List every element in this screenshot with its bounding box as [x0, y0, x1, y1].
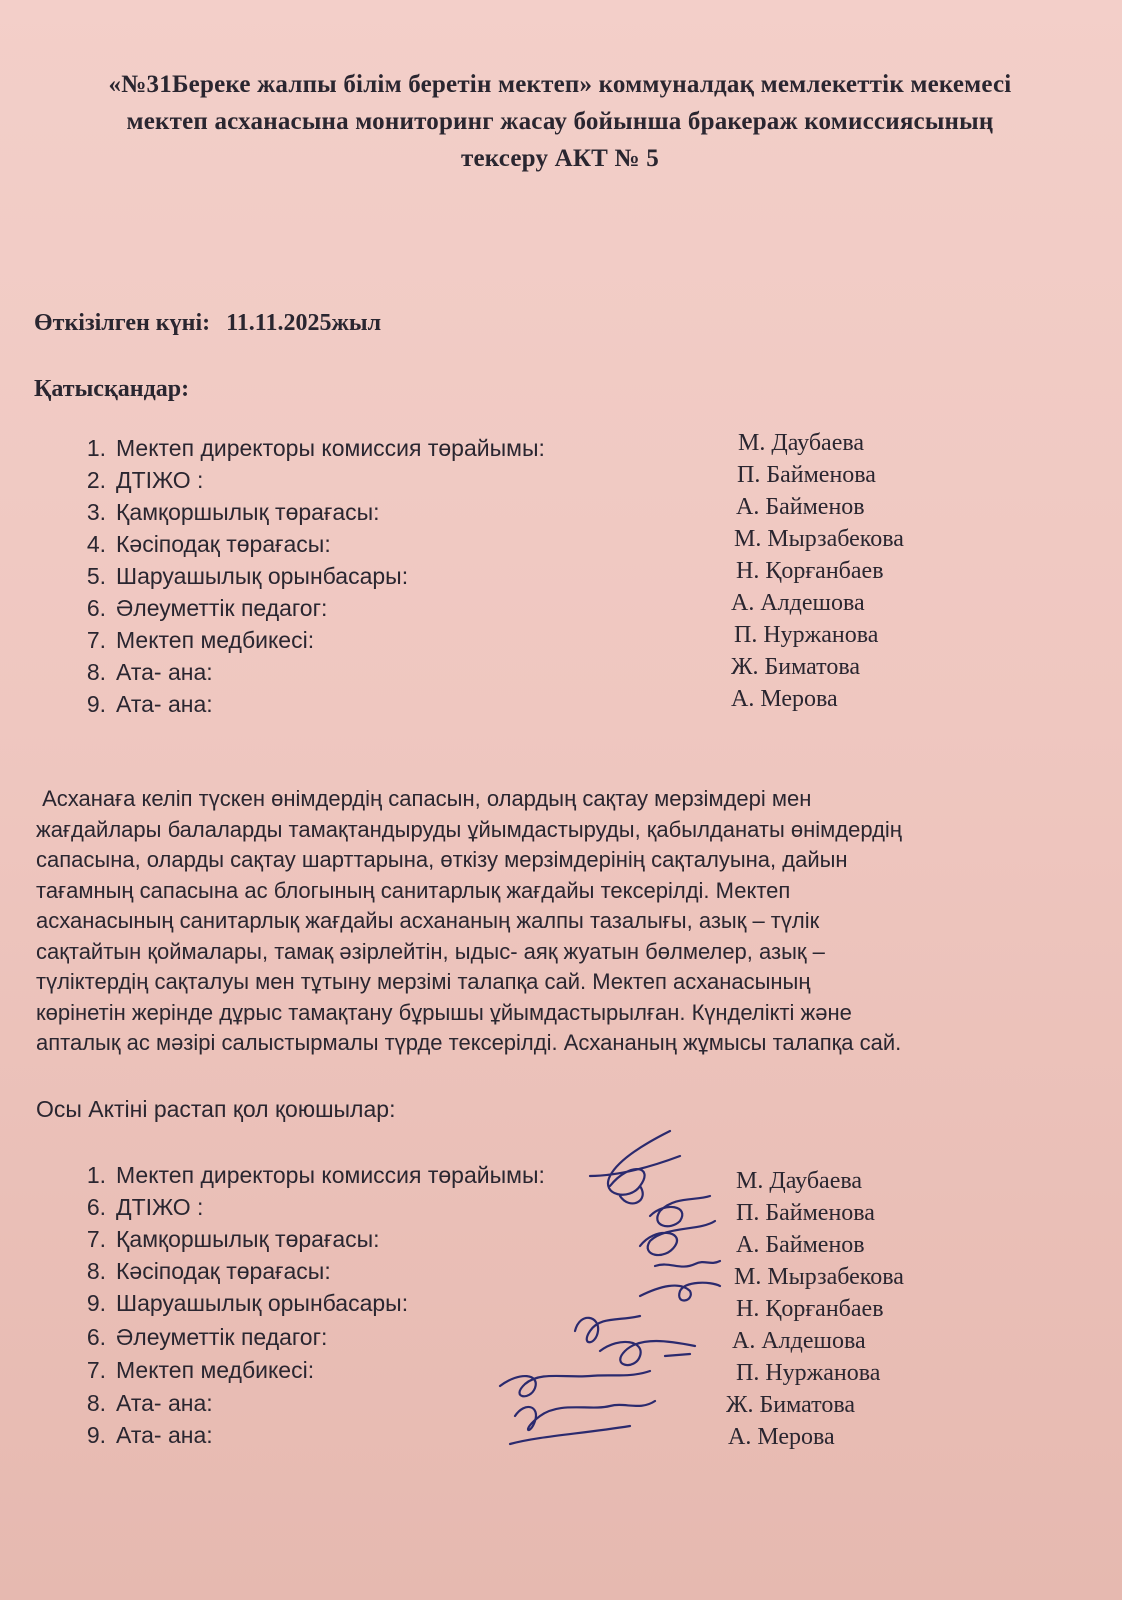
title-line-1: «№31Береке жалпы білім беретін мектеп» коммуналдақ мемлекеттік мекемесі: [108, 71, 1012, 98]
participant-role: Кәсіподақ төрағасы:: [116, 531, 331, 557]
signer-name: М. Даубаева: [736, 1168, 863, 1194]
signer-role-row: [66, 1322, 327, 1352]
signer-role: Шаруашылық орынбасары:: [116, 1290, 409, 1316]
body-line: апталық ас мәзірі салыстырмалы түрде тексерілді. Асхананың жұмысы талапқа сай.: [36, 1030, 902, 1055]
participant-role-row: [66, 657, 213, 687]
signer-role: Ата- ана:: [116, 1390, 213, 1416]
list-number: 6.: [86, 1194, 106, 1220]
confirm-heading: Осы Актіні растап қол қоюшылар:: [36, 1096, 396, 1122]
participant-role: Әлеуметтік педагог:: [116, 595, 328, 621]
signer-role: Ата- ана:: [116, 1422, 213, 1448]
participant-role: Ата- ана:: [116, 691, 213, 717]
signer-role: Әлеуметтік педагог:: [116, 1324, 328, 1350]
participant-role-row: [66, 529, 331, 559]
signer-role-row: [66, 1224, 380, 1254]
body-line: жағдайлары балаларды тамақтандыруды ұйымдастыруды, қабылданаты өнімдердің: [36, 816, 902, 842]
list-number: 6.: [86, 1324, 106, 1350]
signer-name: Н. Қорғанбаев: [736, 1296, 884, 1322]
signer-role-row: [66, 1355, 314, 1385]
date-label: Өткізілген күні:: [34, 310, 211, 336]
body-line: түліктердің сақталуы мен тұтыну мерзімі талапқа сай. Мектеп асханасының: [36, 969, 811, 994]
signature-mark: [500, 1371, 650, 1396]
signer-name: Ж. Биматова: [726, 1392, 856, 1418]
participant-role-row: [66, 689, 213, 719]
signer-role-row: [66, 1388, 213, 1418]
signer-name: М. Мырзабекова: [734, 1264, 904, 1290]
list-number: 9.: [86, 1290, 106, 1316]
date-value: 11.11.2025жыл: [226, 310, 382, 336]
signature-mark: [590, 1131, 680, 1203]
participant-name: А. Мерова: [731, 686, 838, 712]
participant-name: Ж. Биматова: [731, 654, 861, 680]
signature-mark: [600, 1341, 695, 1365]
date-line: [34, 310, 381, 337]
body-line: көрінетін жерінде дұрыс тамақтану бұрышы ұйымдастырылған. Күнделікті және: [36, 999, 852, 1025]
signer-role: ДТІЖО :: [116, 1194, 204, 1220]
signer-role-row: [66, 1288, 408, 1318]
participant-name: М. Даубаева: [738, 430, 865, 456]
document-title: [40, 66, 1080, 177]
list-number: 6.: [86, 595, 106, 621]
signature-mark: [655, 1261, 720, 1267]
signature-mark: [515, 1401, 655, 1430]
body-line: сапасына, оларды сақтау шарттарына, өткізу мерзімдерінің сақталуына, дайын: [36, 847, 848, 872]
list-number: 4.: [86, 531, 106, 557]
participant-role-row: [66, 497, 380, 527]
list-number: 1.: [86, 435, 106, 461]
signatures-handwritten: [480, 1116, 740, 1466]
body-line: тағамның сапасына ас блогының санитарлық жағдайы тексерілді. Мектеп: [36, 877, 791, 903]
signer-role-row: [66, 1192, 203, 1222]
participant-name: А. Алдешова: [731, 590, 865, 616]
signer-role: Мектеп медбикесі:: [116, 1357, 315, 1383]
list-number: 2.: [86, 467, 106, 493]
participant-role: Мектеп директоры комиссия төрайымы:: [116, 435, 545, 461]
participant-role-row: [66, 593, 327, 623]
participant-name: Н. Қорғанбаев: [736, 558, 884, 584]
title-line-2: мектеп асханасына мониторинг жасау бойынша бракераж комиссиясының: [126, 108, 994, 135]
signer-name: А. Байменов: [736, 1232, 865, 1258]
title-line-3: тексеру АКТ № 5: [461, 145, 659, 172]
signature-mark: [575, 1316, 640, 1342]
participants-heading: Қатысқандар:: [34, 376, 190, 402]
signature-mark: [650, 1196, 710, 1226]
list-number: 3.: [86, 499, 106, 525]
participant-role: ДТІЖО :: [116, 467, 204, 493]
signer-role: Мектеп директоры комиссия төрайымы:: [116, 1162, 545, 1188]
signer-name: А. Мерова: [728, 1424, 835, 1450]
body-line: Асханаға келіп түскен өнімдердің сапасын, олардың сақтау мерзімдері мен: [36, 786, 812, 811]
list-number: 8.: [86, 659, 106, 685]
participant-role-row: [66, 433, 545, 463]
signer-name: А. Алдешова: [732, 1328, 866, 1354]
signature-mark: [640, 1221, 715, 1255]
signer-name: П. Нуржанова: [736, 1360, 881, 1386]
list-number: 7.: [86, 1226, 106, 1252]
signature-mark: [640, 1283, 720, 1301]
act-body-paragraph: [36, 784, 1046, 1059]
participant-role-row: [66, 465, 203, 495]
list-number: 7.: [86, 627, 106, 653]
list-number: 7.: [86, 1357, 106, 1383]
body-line: сақтайтын қоймалары, тамақ әзірлейтін, ыдыс- аяқ жуатын бөлмелер, азық –: [36, 938, 825, 964]
participant-name: М. Мырзабекова: [734, 526, 904, 552]
participant-name: П. Нуржанова: [734, 622, 879, 648]
participant-role: Шаруашылық орынбасары:: [116, 563, 409, 589]
signer-role-row: [66, 1420, 213, 1450]
participant-role-row: [66, 561, 408, 591]
signer-role-row: [66, 1256, 331, 1286]
list-number: 9.: [86, 691, 106, 717]
participant-name: П. Байменова: [737, 462, 876, 488]
signer-role: Қамқоршылық төрағасы:: [116, 1226, 380, 1252]
participant-role: Мектеп медбикесі:: [116, 627, 315, 653]
signer-role-row: [66, 1160, 545, 1190]
participant-role: Қамқоршылық төрағасы:: [116, 499, 380, 525]
list-number: 8.: [86, 1390, 106, 1416]
list-number: 5.: [86, 563, 106, 589]
signer-name: П. Байменова: [736, 1200, 875, 1226]
list-number: 1.: [86, 1162, 106, 1188]
list-number: 8.: [86, 1258, 106, 1284]
participant-name: А. Байменов: [736, 494, 865, 520]
signer-role: Кәсіподақ төрағасы:: [116, 1258, 331, 1284]
participant-role: Ата- ана:: [116, 659, 213, 685]
list-number: 9.: [86, 1422, 106, 1448]
body-line: асханасының санитарлық жағдайы асхананың жалпы тазалығы, азық – түлік: [36, 908, 820, 933]
participant-role-row: [66, 625, 314, 655]
